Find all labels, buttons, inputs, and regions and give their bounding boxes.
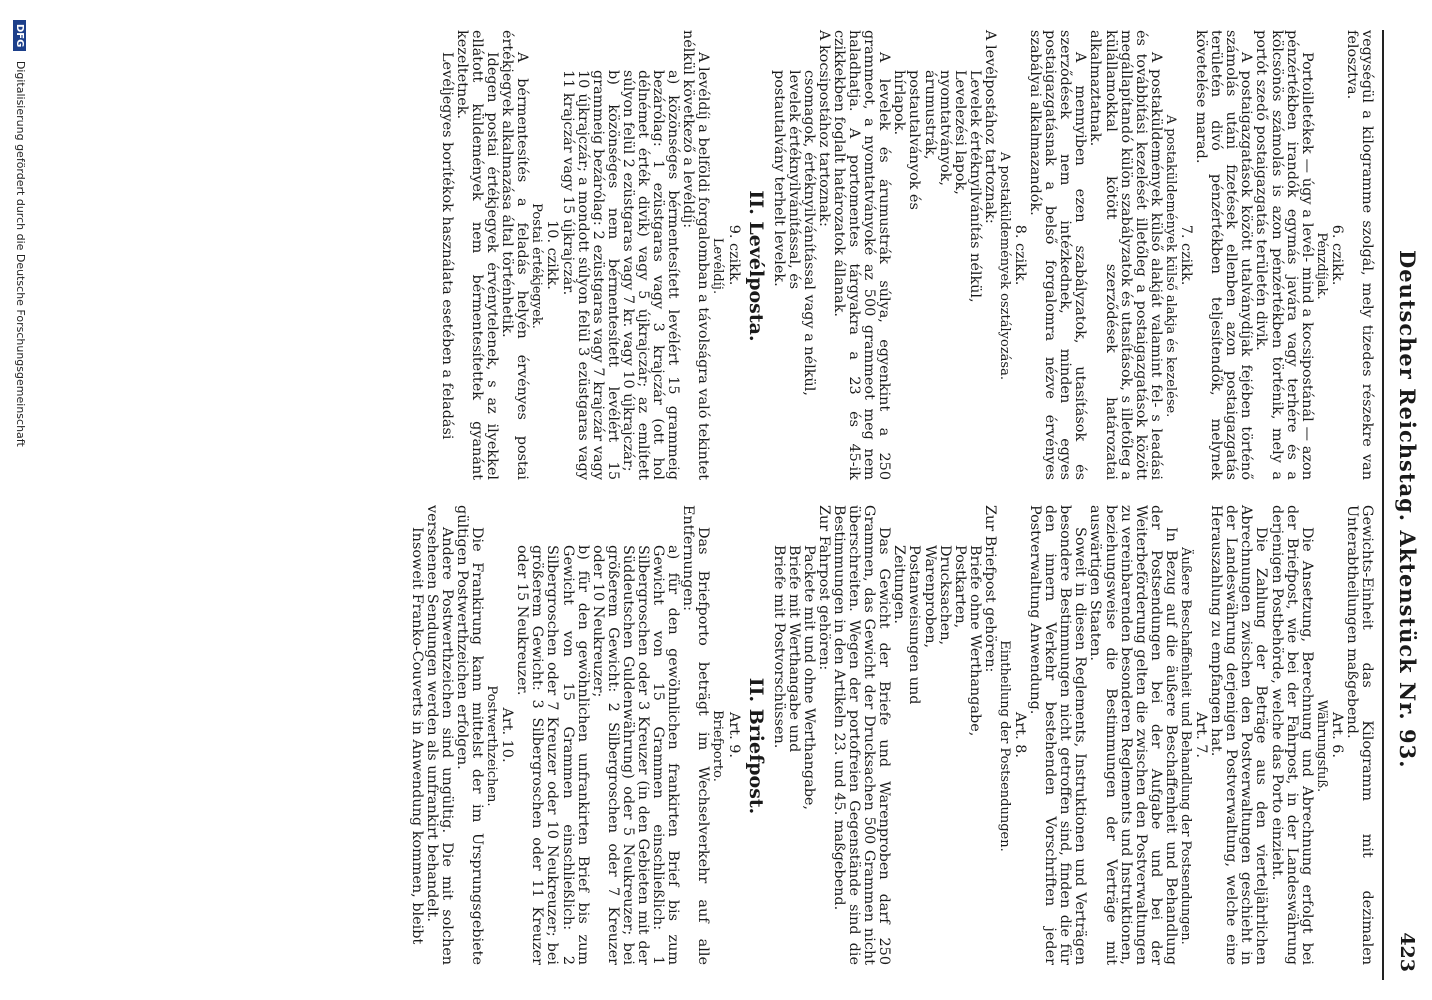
de-paragraph: Soweit in diesen Reglements, Instruktionen und Verträgen besondere Bestimmungen nicht getroffen sind, finden die für den innern Verkehr bestehenden Vorschriften jeder Postverwaltung Anwendung. — [1027, 505, 1089, 965]
hu-paragraph: Levelek értéknyilvánítás nélkül, — [966, 70, 983, 303]
de-paragraph: Briefporto. — [710, 710, 726, 782]
hu-paragraph: Levelezési lapok, — [951, 70, 968, 195]
hu-paragraph: A postaigazgatások között utalványdíjak fejében történő számolás utáni fizetések ellenben azon postaigazgatás területén divó pénzértékben teljesítendők, melynek követelése marad. — [1193, 30, 1255, 480]
hu-paragraph: Levéljegyes borítékok használata esetében a feladási — [438, 52, 455, 440]
header-rule — [1382, 30, 1384, 980]
digitization-footer — [5, 20, 27, 980]
hu-paragraph: 9. czikk. — [725, 224, 742, 286]
de-paragraph: Drucksachen, — [936, 545, 953, 646]
dfg-logo: DFG — [13, 20, 26, 51]
hu-paragraph: A postaküldemények külső alakja és kezelése. — [1162, 114, 1178, 418]
de-paragraph: Postwerthzeichen. — [484, 685, 500, 807]
hu-paragraph: Levéldíj. — [710, 237, 726, 295]
de-paragraph: Postanweisungen und — [906, 545, 923, 705]
page-title: Deutscher Reichstag. Aktenstück Nr. 93. — [1395, 250, 1420, 769]
de-paragraph: Zur Fahrpost gehören: — [815, 505, 832, 671]
de-paragraph: Die Zahlung der Beträge aus den vierteljährlichen Abrechnungen zwischen den Postverwaltungen geschieht in der Landeswährung derjenigen Postverwaltung, welche eine Herauszahlung zu empfangen hat. — [1208, 505, 1270, 965]
de-paragraph: Die Frankirung kann mittelst der im Ursprungsgebiete gültigen Postwerthzeichen erfolgen. — [454, 505, 486, 965]
de-paragraph: Art. 7. — [1193, 712, 1210, 758]
hu-paragraph: II. Levélposta. — [744, 190, 767, 342]
hu-paragraph: A postaküldemények osztályozása. — [996, 152, 1012, 380]
hu-paragraph: hírlapok. — [891, 70, 908, 136]
de-paragraph: Die Ansetzung, Berechnung und Abrechnung erfolgt bei der Briefpost, wie bei der Fahrpost, in der Landeswährung derjenigen Postbehörde, welche das Porto einzieht. — [1268, 505, 1315, 965]
footer-text: Digitalisierung gefördert durch die Deutsche Forschungsgemeinschaft — [14, 60, 27, 447]
de-paragraph: Das Briefporto beträgt im Wechselverkehr auf alle Entfernungen: — [680, 505, 712, 965]
hu-paragraph: 8. czikk. — [1012, 224, 1029, 286]
de-paragraph: Zur Briefpost gehören: — [981, 505, 998, 673]
de-paragraph: Art. 8. — [1012, 712, 1029, 758]
hungarian-text-column — [439, 30, 1374, 480]
hu-paragraph: 10. czikk. — [544, 220, 561, 290]
hu-paragraph: vegységül a kilogramme szolgál, mely tizedes részekre van felosztva. — [1343, 30, 1375, 480]
de-paragraph: Das Gewicht der Briefe und Warenproben darf 250 Grammen, das Gewicht der Drucksachen 500 Grammen nicht überschreiten. Wegen der portofreien Gegenstände sind die Bestimmungen in den Artikeln 23. und 45. maßgebend. — [831, 505, 893, 965]
hu-paragraph: A bérmentesítés a feladás helyén érvényes postai értékjegyek alkalmazása által történhetik. — [499, 30, 531, 480]
hu-paragraph: A kocsipostához tartoznak: — [815, 30, 832, 227]
de-paragraph: Briefe mit Postvorschüssen. — [770, 545, 787, 749]
de-paragraph: Warenproben, — [921, 545, 938, 649]
hu-paragraph: Pénzdíjak. — [1313, 232, 1329, 300]
de-paragraph: Art. 9. — [725, 712, 742, 758]
hu-paragraph: nyomtatványok, — [936, 70, 953, 186]
de-paragraph: a) für den gewöhnlichen frankirten Brief bis zum Gewicht von 15 Grammen einschließlich: 1 Silbergroschen oder 3 Kreuzer (in den Gebieten mit der Süddeutschen Guldenwährung) oder 5 Neukreuzer; bei größerem Gewicht: 2 Silbergroschen oder 7 Kreuzer oder 10 Neukreuzer; — [589, 545, 682, 965]
hu-paragraph: levelek értéknyilvánítással, és — [785, 70, 802, 290]
hu-paragraph: b) közönséges nem bérmentesített levélért 15 grammeig bezárólag: 2 ezüstgaras vagy 7 krajczár vagy 10 újkrajczár; a mondott súlyon felül 3 ezüstgaras vagy 11 krajczár vagy 15 újkrajczár. — [559, 70, 621, 480]
hu-paragraph: A levélpostához tartoznak: — [981, 30, 998, 224]
de-paragraph: Insoweit Franko-Couverts in Anwendung kommen, bleibt — [408, 527, 425, 945]
hu-paragraph: A postaküldemények külső alakját valamint fel- s leadási és továbbítási kezelését illetőleg a postaigazgatások között megállapítandó külön szabályzatok és utasítások, s illetőleg a külállamokkal kötött szerződések határozatai alkalmaztatnak. — [1087, 30, 1164, 480]
hu-paragraph: Idegen postai értékjegyek érvénytelenek, s az ilyekkel ellátott küldemények nem bérmentesítettek gyanánt kezeltetnek. — [454, 30, 501, 480]
de-paragraph: Gewichts-Einheit das Kilogramm mit dezimalen Unterabtheilungen maßgebend. — [1343, 505, 1375, 965]
hu-paragraph: A mennyiben ezen szabályzatok, utasítások és szerződések nem intézkednek, minden egyes postaigazgatásnak a belső forgalomra nézve érvényes szabályai alkalmazandók. — [1027, 30, 1089, 480]
de-paragraph: Art. 6. — [1328, 712, 1345, 758]
hu-paragraph: A levéldíj a belföldi forgalomban a távolságra való tekintet nélkül következő a levéldíj: — [680, 30, 712, 480]
de-paragraph: Briefe ohne Werthangabe, — [966, 545, 983, 737]
de-paragraph: Briefe mit Werthangabe und — [785, 545, 802, 753]
de-paragraph: II. Briefpost. — [744, 677, 767, 815]
de-paragraph: In Bezug auf die äußere Beschaffenheit und Behandlung der Postsendungen bei der Aufgabe und bei der Weiterbeförderung gelten die zwischen den Postverwaltungen zu vereinbarenden besonderen Reglements und Instruktionen, beziehungsweise die Bestimmungen der Verträge mit auswärtigen Staaten. — [1087, 505, 1179, 965]
hu-paragraph: postautalványok és — [906, 70, 923, 210]
hu-paragraph: A levelek és árumustrák súlya, egyenkint a 250 grammeot, a nyomtatványoké az 500 grammeot meg nem haladhatja. A portomentes tárgyakra a 23 és 45-ik czikkekben foglalt határozatok állanak. — [831, 30, 893, 480]
de-paragraph: Eintheilung der Postsendungen. — [996, 640, 1012, 852]
hu-paragraph: csomagok, értéknyilvánítással vagy a nélkül, — [800, 70, 817, 396]
hu-paragraph: a) közönséges bérmentesített levélért 15 grammeig bezárólag: 1 ezüstgaras vagy 3 krajczár (ott hol délnémet érték divik) vagy 5 újkrajczár; az említett súlyon felül 2 ezüstgaras vagy 7 kr. vagy 10 újkrajczár; — [619, 70, 682, 480]
hu-paragraph: 7. czikk. — [1177, 224, 1194, 286]
page-number: 423 — [1396, 932, 1418, 972]
hu-paragraph: Postai értékjegyek. — [529, 203, 545, 329]
de-paragraph: Postkarten, — [951, 545, 968, 629]
de-paragraph: Zeitungen. — [891, 545, 908, 625]
hu-paragraph: Portoilletékek — úgy a levél- mind a kocsipostánál — azon pénzértékben irandók egymás javára vagy terhére és a kölcsönös számolás is azon pénzértékben történik, mely a portót szedő postaigazgatás területén divik. — [1253, 30, 1315, 480]
de-paragraph: Art. 10. — [499, 707, 516, 763]
hu-paragraph: 6. czikk. — [1328, 224, 1345, 286]
de-paragraph: Andere Postwerthzeichen sind ungültig. Die mit solchen versehenen Sendungen werden als unfrankirt behandelt. — [423, 505, 455, 965]
de-paragraph: Packete mit und ohne Werthangabe, — [800, 545, 817, 811]
german-text-column — [409, 505, 1374, 965]
hu-paragraph: árumustrák, — [921, 70, 938, 160]
running-header — [1380, 30, 1424, 980]
de-paragraph: Währungsfuß. — [1313, 699, 1329, 793]
hu-paragraph: postautalvány terhelt levelek. — [770, 70, 787, 287]
de-paragraph: b) für den gewöhnlichen unfrankirten Brief bis zum Gewicht von 15 Grammen einschließlich: 2 Silbergroschen oder 7 Kreuzer oder 10 Neukreuzer; bei größerem Gewicht: 3 Silbergroschen oder 11 Kreuzer oder 15 Neukreuzer. — [514, 545, 591, 965]
de-paragraph: Äußere Beschaffenheit und Behandlung der Postsendungen. — [1177, 547, 1193, 945]
